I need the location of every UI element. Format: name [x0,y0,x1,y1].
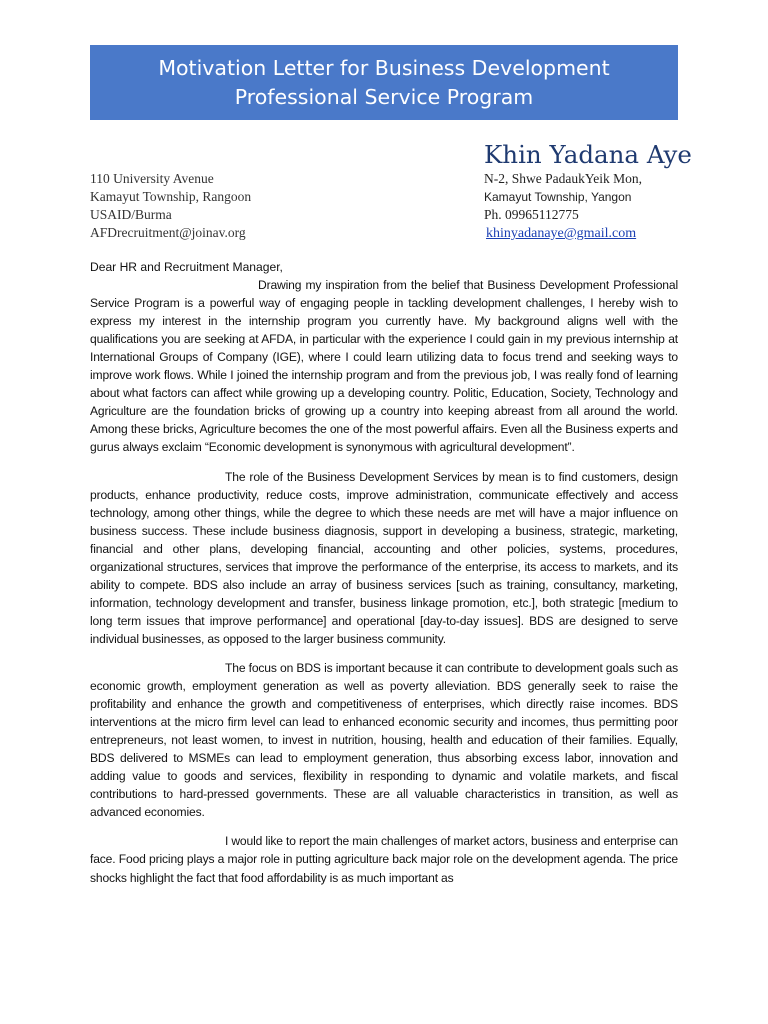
salutation: Dear HR and Recruitment Manager, [90,260,283,274]
sender-email-link[interactable]: khinyadanaye@gmail.com [486,226,637,241]
sender-address-block [484,170,642,243]
recipient-address-line-1: 110 University Avenue [90,171,214,186]
recipient-organization: USAID/Burma [90,207,172,222]
title-line-2: Professional Service Program [234,84,534,109]
body-paragraph: I would like to report the main challenges of market actors, business and enterprise can face. Food pricing plays a major role in putting agriculture back major role on the development agenda. The price shocks highlight the fact that food affordability is as much important as [90,834,678,885]
recipient-address-block [90,170,251,242]
title-banner [90,45,678,120]
body-paragraph: Drawing my inspiration from the belief that Business Development Professional Service Program is a powerful way of engaging people in tackling development challenges, I hereby wish to express my interest in the internship program you currently have. My background aligns well with the qualifications you are seeking at AFDA, in particular with the experience I could gain in my previous internship at International Groups of Company (IGE), where I could learn utilizing data to focus trend and seeking ways to improve work flows. While I joined the internship program and from the previous job, I was really fond of learning about what factors can affect while growing up a developing country. Politic, Education, Society, Technology and Agriculture are the foundation bricks of growing up a country into keeping abreast from all around the world. Among these bricks, Agriculture becomes the one of the most powerful affairs. Even all the Business experts and gurus always exclaim “Economic development is synonymous with agricultural development”. [90,278,678,455]
sender-address-line-2: Kamayut Township, Yangon [484,190,632,204]
recipient-address-line-2: Kamayut Township, Rangoon [90,189,252,204]
sender-phone: Ph. 09965112775 [484,207,579,222]
sender-address-line-1: N-2, Shwe PadaukYeik Mon, [484,171,643,186]
title-line-1: Motivation Letter for Business Development [158,55,610,80]
sender-name: Khin Yadana Aye [484,140,692,169]
body-paragraph: The focus on BDS is important because it can contribute to development goals such as economic growth, employment generation as well as poverty alleviation. BDS generally seek to raise the profitability and enhance the growth and competitiveness of enterprises, which directly raise incomes. BDS interventions at the micro firm level can lead to enhanced economic security and incomes, thus permitting poor entrepreneurs, not least women, to invest in nutrition, housing, health and education of their families. Equally, BDS delivered to MSMEs can lead to employment generation, thus absorbing excess labor, innovation and adding value to goods and services, flexibility in responding to dynamic and volatile markets, and fiscal contributions to hard-pressed governments. These are all valuable characteristics in transition, as well as advanced economies. [90,660,678,820]
body-paragraph: The role of the Business Development Services by mean is to find customers, design products, enhance productivity, reduce costs, improve administration, communicate effectively and access technology, among other things, while the degree to which these needs are met will have a major influence on business success. These include business diagnosis, support in developing a business, strategic, marketing, financial and other plans, developing financial, accounting and other policies, systems, procedures, organizational structures, services that improve the performance of the enterprise, its access to markets, and its ability to compete. BDS also include an array of business services [such as training, consultancy, marketing, information, technology development and transfer, business linkage promotion, etc.], both strategic [medium to long term issues that improve performance] and operational [day-to-day issues]. BDS are designed to serve individual businesses, as opposed to the larger business community. [90,469,678,646]
letter-body [90,258,678,887]
recipient-email: AFDrecruitment@joinav.org [90,225,246,240]
